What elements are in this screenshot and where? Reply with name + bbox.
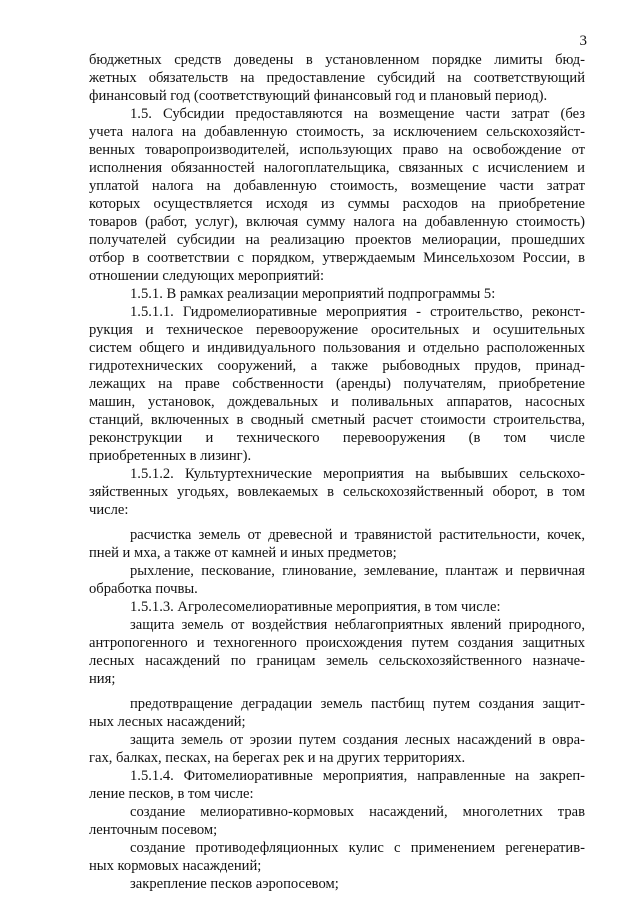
text-line: ния; [89, 671, 116, 687]
text-line: создание мелиоративно-кормовых насаждений, многолетних трав [130, 804, 585, 820]
text-line: станций, включенных в сводный сметный расчет стоимости строительства, [89, 412, 585, 428]
text-line: ленточным посевом; [89, 822, 218, 838]
text-line: 1.5.1. В рамках реализации мероприятий подпрограммы 5: [130, 286, 496, 302]
text-line: антропогенного и техногенного происхождения путем создания защитных [89, 635, 585, 651]
text-line: систем общего и индивидуального пользования и отдельно расположенных [89, 340, 585, 356]
text-line: расчистка земель от древесной и травянистой растительности, кочек, [130, 527, 585, 543]
text-line: реконструкции и технического перевооружения (в том числе [89, 430, 585, 446]
text-line: 1.5.1.4. Фитомелиоративные мероприятия, направленные на закреп- [130, 768, 585, 784]
page-number: 3 [579, 33, 587, 49]
text-line: лежащих на праве собственности (аренды) получателям, приобретение [89, 376, 585, 392]
text-line: приобретенных в лизинг). [89, 448, 252, 464]
text-line: исполнения обязанностей налогоплательщика, связанных с исчислением и [89, 160, 585, 176]
text-line: ных лесных насаждений; [89, 714, 246, 730]
text-line: обработка почвы. [89, 581, 198, 597]
text-line: финансовый год (соответствующий финансовый год и плановый период). [89, 88, 548, 104]
text-line: рукция и техническое перевооружение оросительных и осушительных [89, 322, 585, 338]
text-line: рыхление, пескование, глинование, землевание, плантаж и первичная [130, 563, 585, 579]
text-line: закрепление песков аэропосевом; [130, 876, 339, 892]
text-line: 1.5.1.2. Культуртехнические мероприятия на выбывших сельскохо- [130, 466, 585, 482]
text-line: которых осуществляется исходя из суммы расходов на приобретение [89, 196, 585, 212]
text-line: венных товаропроизводителей, использующих право на освобождение от [89, 142, 585, 158]
text-line: 1.5.1.3. Агролесомелиоративные мероприятия, в том числе: [130, 599, 501, 615]
text-line: машин, установок, дождевальных и поливальных аппаратов, насосных [89, 394, 585, 410]
text-line: 1.5. Субсидии предоставляются на возмещение части затрат (без [130, 106, 585, 122]
text-line: ных кормовых насаждений; [89, 858, 262, 874]
text-line: уплатой налога на добавленную стоимость, возмещение части затрат [89, 178, 585, 194]
text-line: числе: [89, 502, 129, 518]
text-line: предотвращение деградации земель пастбищ путем создания защит- [130, 696, 585, 712]
text-line: ление песков, в том числе: [89, 786, 254, 802]
text-line: создание противодефляционных кулис с применением регенератив- [130, 840, 585, 856]
text-line: отношении следующих мероприятий: [89, 268, 325, 284]
text-line: пней и мха, а также от камней и иных предметов; [89, 545, 397, 561]
text-line: бюджетных средств доведены в установленном порядке лимиты бюд- [89, 52, 585, 68]
text-line: защита земель от эрозии путем создания лесных насаждений в овра- [130, 732, 585, 748]
text-line: получателей субсидии на реализацию проектов мелиорации, прошедших [89, 232, 585, 248]
text-line: защита земель от воздействия неблагоприятных явлений природного, [130, 617, 585, 633]
text-line: гах, балках, песках, на берегах рек и на других территориях. [89, 750, 466, 766]
text-line: гидротехнических сооружений, а также рыбоводных прудов, принад- [89, 358, 585, 374]
text-line: отбор в соответствии с порядком, утверждаемым Минсельхозом России, в [89, 250, 585, 266]
text-line: зяйственных угодьях, вовлекаемых в сельскохозяйственный оборот, в том [89, 484, 585, 500]
text-line: 1.5.1.1. Гидромелиоративные мероприятия - строительство, реконст- [130, 304, 585, 320]
text-line: жетных обязательств на предоставление субсидий на соответствующий [89, 70, 585, 86]
text-line: товаров (работ, услуг), включая сумму налога на добавленную стоимость) [89, 214, 585, 230]
text-line: лесных насаждений по границам земель сельскохозяйственного назначе- [89, 653, 585, 669]
text-line: учета налога на добавленную стоимость, за исключением сельскохозяйст- [89, 124, 585, 140]
